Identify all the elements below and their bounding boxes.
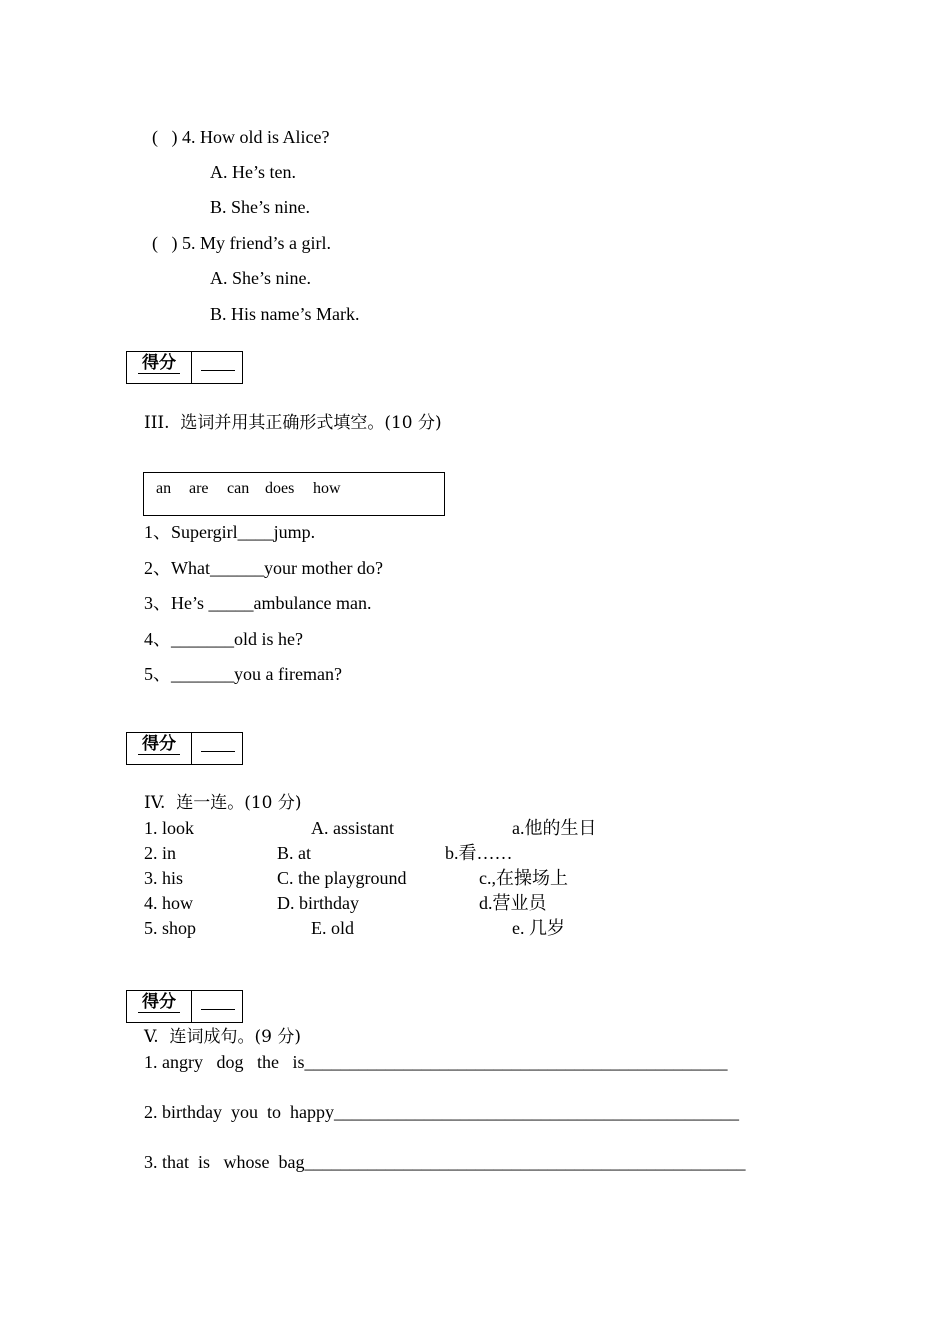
match-left-1: 1. look	[144, 818, 195, 838]
match-middle-c: C. the playground	[277, 868, 407, 888]
score-label: 得分	[138, 734, 180, 755]
match-right-c: c.,在操场上	[479, 868, 568, 888]
score-blank[interactable]	[201, 751, 235, 752]
match-middle-d: D. birthday	[277, 893, 359, 913]
match-middle-a: A. assistant	[311, 818, 394, 838]
part3-item-3: 3、He’s _____ambulance man.	[144, 593, 372, 613]
part3-item-5: 5、_______you a fireman?	[144, 664, 342, 684]
part5-item-2: 2. birthday you to happy_____________________________________________	[144, 1102, 739, 1122]
match-right-e: e. 几岁	[512, 918, 565, 938]
match-left-3: 3. his	[144, 868, 184, 888]
score-blank[interactable]	[201, 1009, 235, 1010]
part3-title: III. 选词并用其正确形式填空。(10 分)	[144, 413, 442, 433]
match-left-2: 2. in	[144, 843, 177, 863]
match-middle-e: E. old	[311, 918, 354, 938]
match-middle-b: B. at	[277, 843, 311, 863]
question-5-stem: ( ) 5. My friend’s a girl.	[152, 233, 331, 253]
score-box	[126, 732, 243, 765]
word-bank-item: how	[313, 480, 341, 497]
part5-title: V. 连词成句。(9 分)	[144, 1027, 302, 1047]
score-box	[126, 351, 243, 384]
question-4-option-a: A. He’s ten.	[210, 162, 296, 182]
word-bank-item: an	[156, 480, 172, 497]
word-bank	[143, 472, 445, 516]
score-blank[interactable]	[201, 370, 235, 371]
question-5-option-a: A. She’s nine.	[210, 268, 311, 288]
score-box	[126, 990, 243, 1023]
word-bank-item: does	[265, 480, 295, 497]
match-right-d: d.营业员	[479, 893, 547, 913]
part5-item-1: 1. angry dog the is_______________________________________________	[144, 1052, 728, 1072]
part3-item-2: 2、What______your mother do?	[144, 558, 383, 578]
question-4-option-b: B. She’s nine.	[210, 197, 311, 217]
question-4-stem: ( ) 4. How old is Alice?	[152, 127, 330, 147]
part4-title: IV. 连一连。(10 分)	[144, 793, 302, 813]
match-left-4: 4. how	[144, 893, 193, 913]
match-right-a: a.他的生日	[512, 818, 597, 838]
question-5-option-b: B. His name’s Mark.	[210, 304, 360, 324]
word-bank-item: are	[189, 480, 209, 497]
match-right-b: b.看……	[445, 843, 513, 863]
part3-item-4: 4、_______old is he?	[144, 629, 303, 649]
part5-item-3: 3. that is whose bag_________________________________________________	[144, 1152, 746, 1172]
score-label: 得分	[138, 992, 180, 1013]
word-bank-item: can	[227, 480, 250, 497]
part3-item-1: 1、Supergirl____jump.	[144, 522, 316, 542]
score-label: 得分	[138, 353, 180, 374]
match-left-5: 5. shop	[144, 918, 197, 938]
